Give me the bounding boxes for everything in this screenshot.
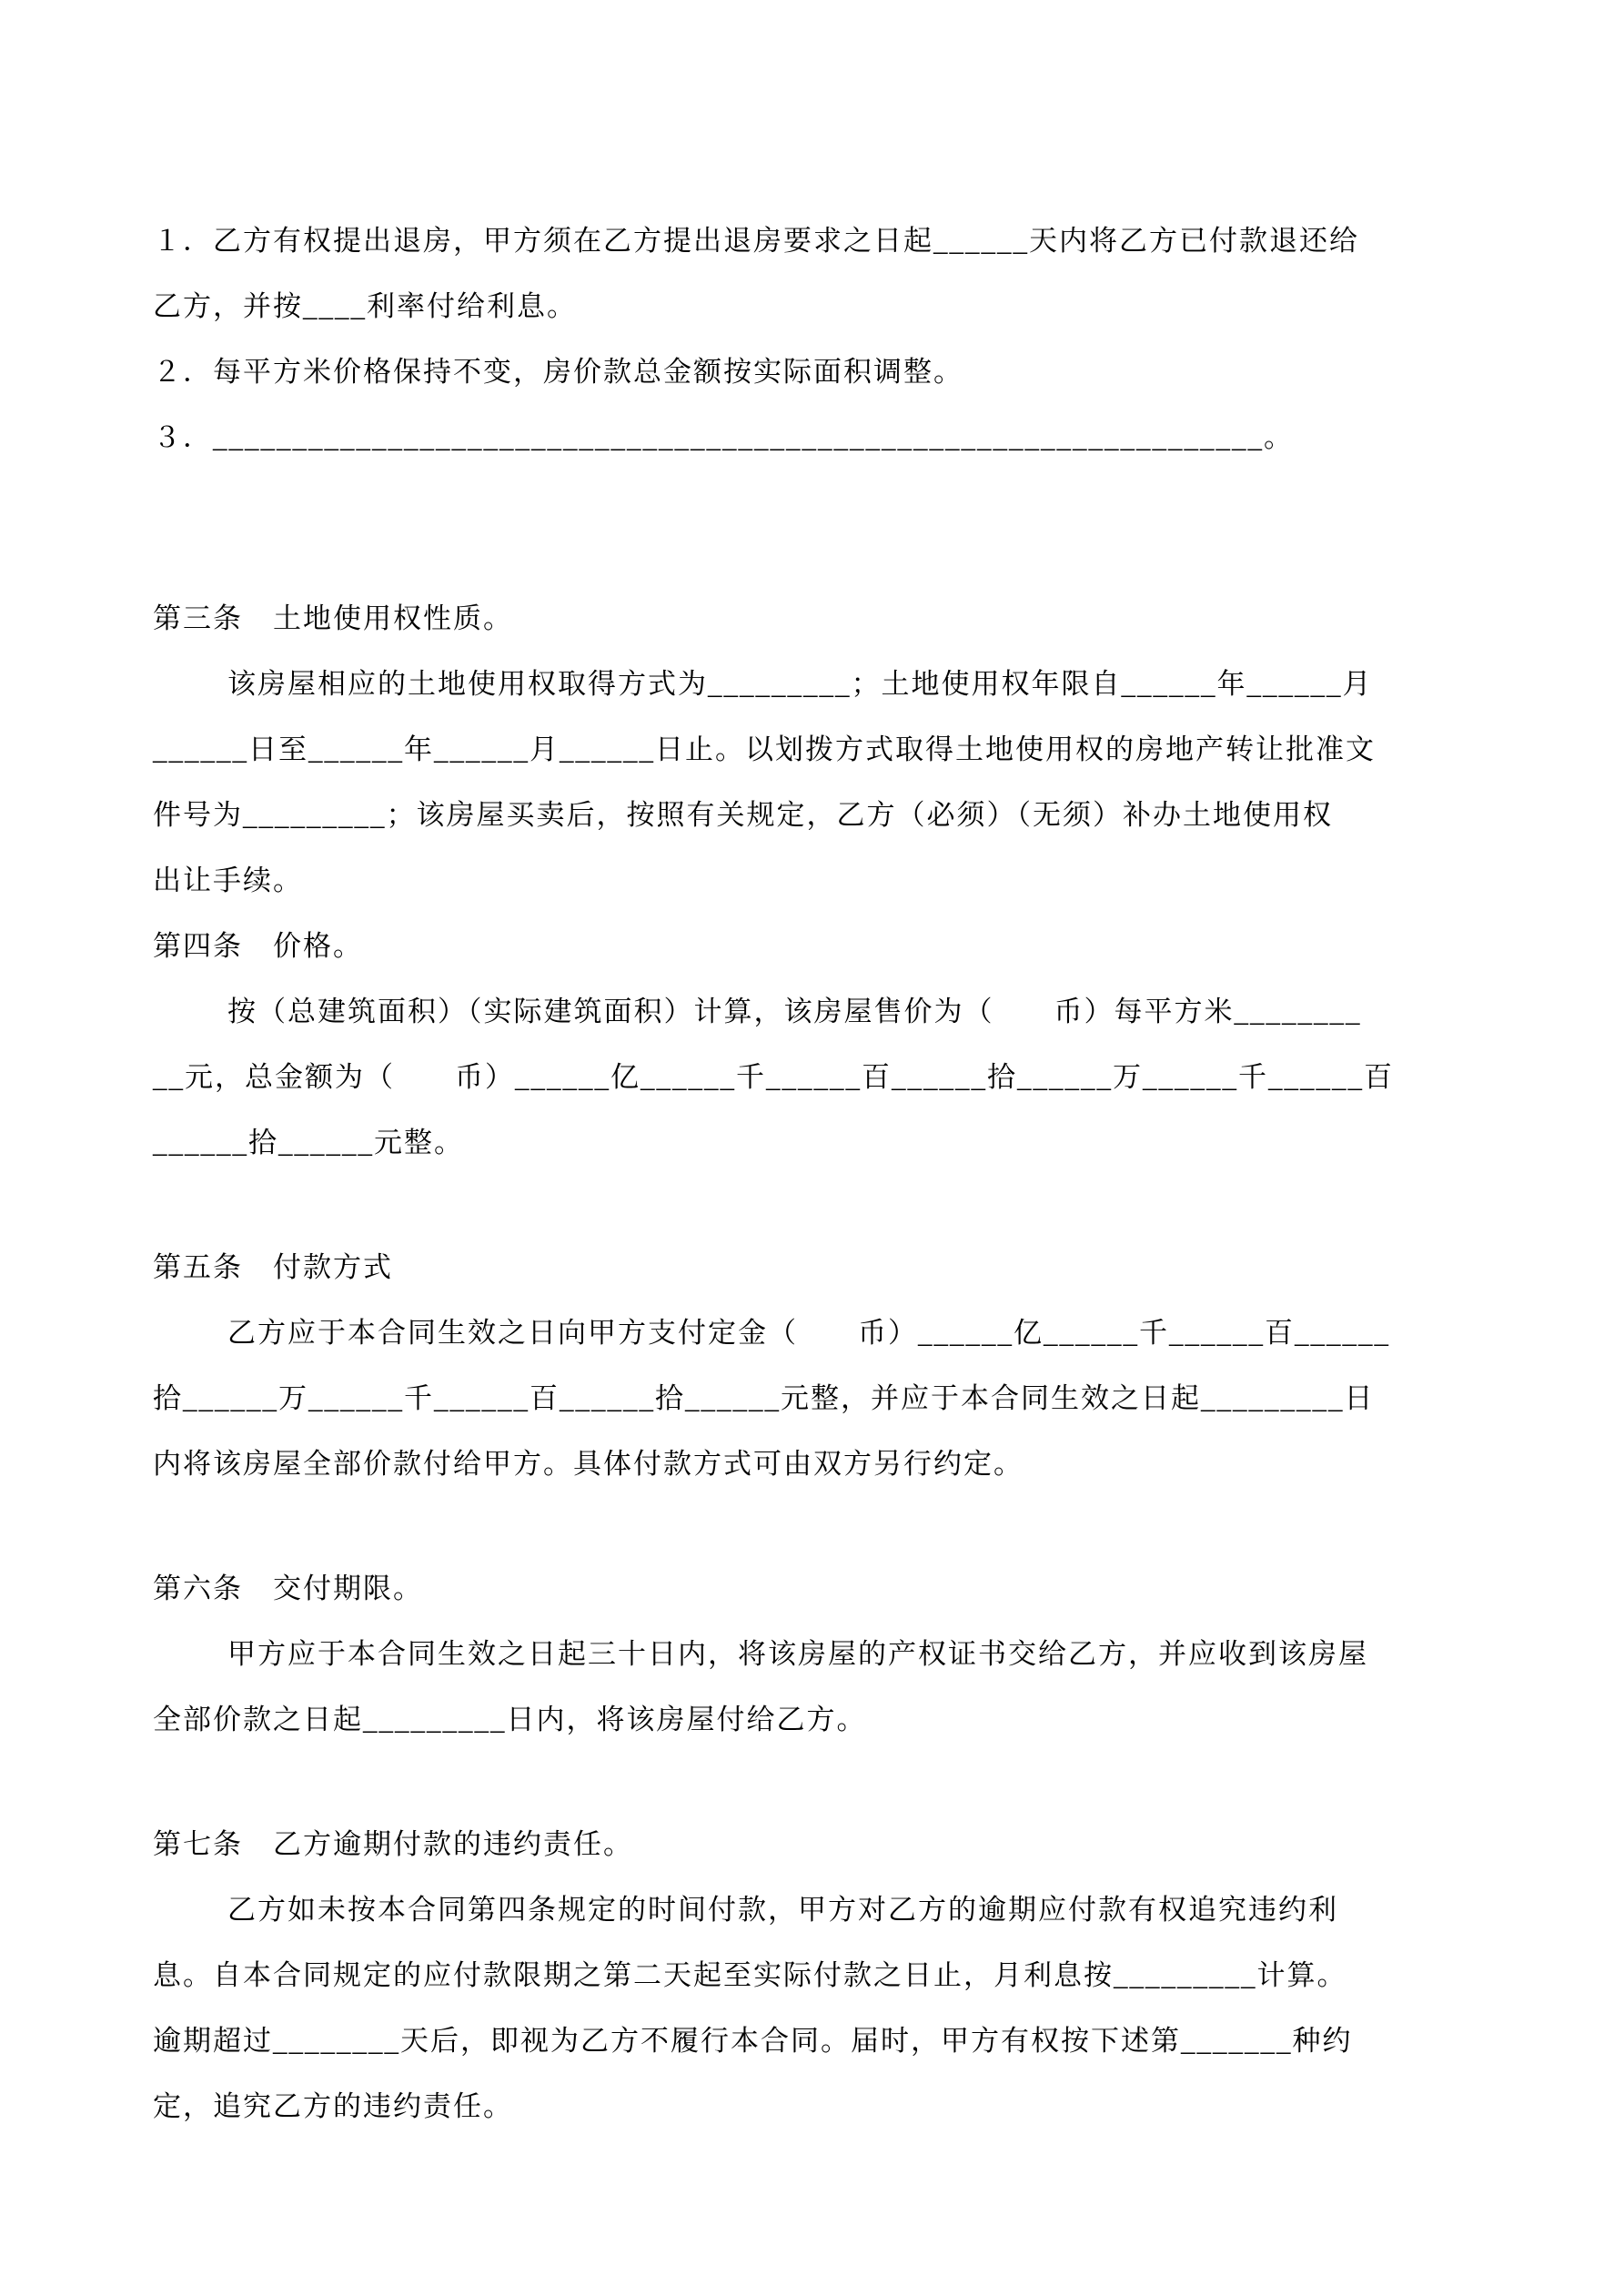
clause3-body-line2: ______日至______年______月______日止。以划拨方式取得土地使用权的房地产转让批准文: [153, 733, 1376, 765]
clause3-heading: 第三条 土地使用权性质。: [153, 602, 513, 634]
clause4-heading: 第四条 价格。: [153, 930, 363, 962]
clause3-body-line1: 该房屋相应的土地使用权取得方式为_________；土地使用权年限自______年______月: [227, 668, 1373, 700]
clause7-body-line2: 息。自本合同规定的应付款限期之第二天起至实际付款之日止，月利息按_________计算。: [153, 1959, 1347, 1991]
clause7-heading: 第七条 乙方逾期付款的违约责任。: [153, 1828, 633, 1860]
item2-line: ２．每平方米价格保持不变，房价款总金额按实际面积调整。: [153, 356, 963, 388]
clause6-body-line1: 甲方应于本合同生效之日起三十日内，将该房屋的产权证书交给乙方，并应收到该房屋: [227, 1638, 1368, 1670]
clause5-heading: 第五条 付款方式: [153, 1251, 393, 1283]
clause6-heading: 第六条 交付期限。: [153, 1573, 423, 1604]
clause5-body-line2: 拾______万______千______百______拾______元整，并应于本合同生效之日起_________日: [153, 1382, 1375, 1414]
item3-blank-line: ３．__________________________________________________________________。: [153, 421, 1294, 453]
clause7-body-line3: 逾期超过________天后，即视为乙方不履行本合同。届时，甲方有权按下述第_______种约: [153, 2025, 1353, 2057]
item1-line2: 乙方，并按____利率付给利息。: [153, 290, 577, 322]
item1-line1: １．乙方有权提出退房，甲方须在乙方提出退房要求之日起______天内将乙方已付款退还给: [153, 225, 1359, 257]
clause3-body-line4: 出让手续。: [153, 865, 303, 896]
clause5-body-line3: 内将该房屋全部价款付给甲方。具体付款方式可由双方另行约定。: [153, 1448, 1024, 1480]
clause5-body-line1: 乙方应于本合同生效之日向甲方支付定金（ 币）______亿______千______百______: [227, 1317, 1390, 1349]
clause6-body-line2: 全部价款之日起_________日内，将该房屋付给乙方。: [153, 1704, 867, 1735]
clause4-body-line1: 按（总建筑面积）（实际建筑面积）计算，该房屋售价为（ 币）每平方米________: [227, 996, 1362, 1027]
clause7-body-line1: 乙方如未按本合同第四条规定的时间付款，甲方对乙方的逾期应付款有权追究违约利: [227, 1894, 1338, 1926]
clause3-body-line3: 件号为_________；该房屋买卖后，按照有关规定，乙方（必须）（无须）补办土地使用权: [153, 799, 1333, 831]
clause7-body-line4: 定，追究乙方的违约责任。: [153, 2090, 513, 2122]
clause4-body-line3: ______拾______元整。: [153, 1127, 464, 1158]
clause4-body-line2: __元，总金额为（ 币）______亿______千______百______拾______万______千______百: [153, 1061, 1394, 1093]
